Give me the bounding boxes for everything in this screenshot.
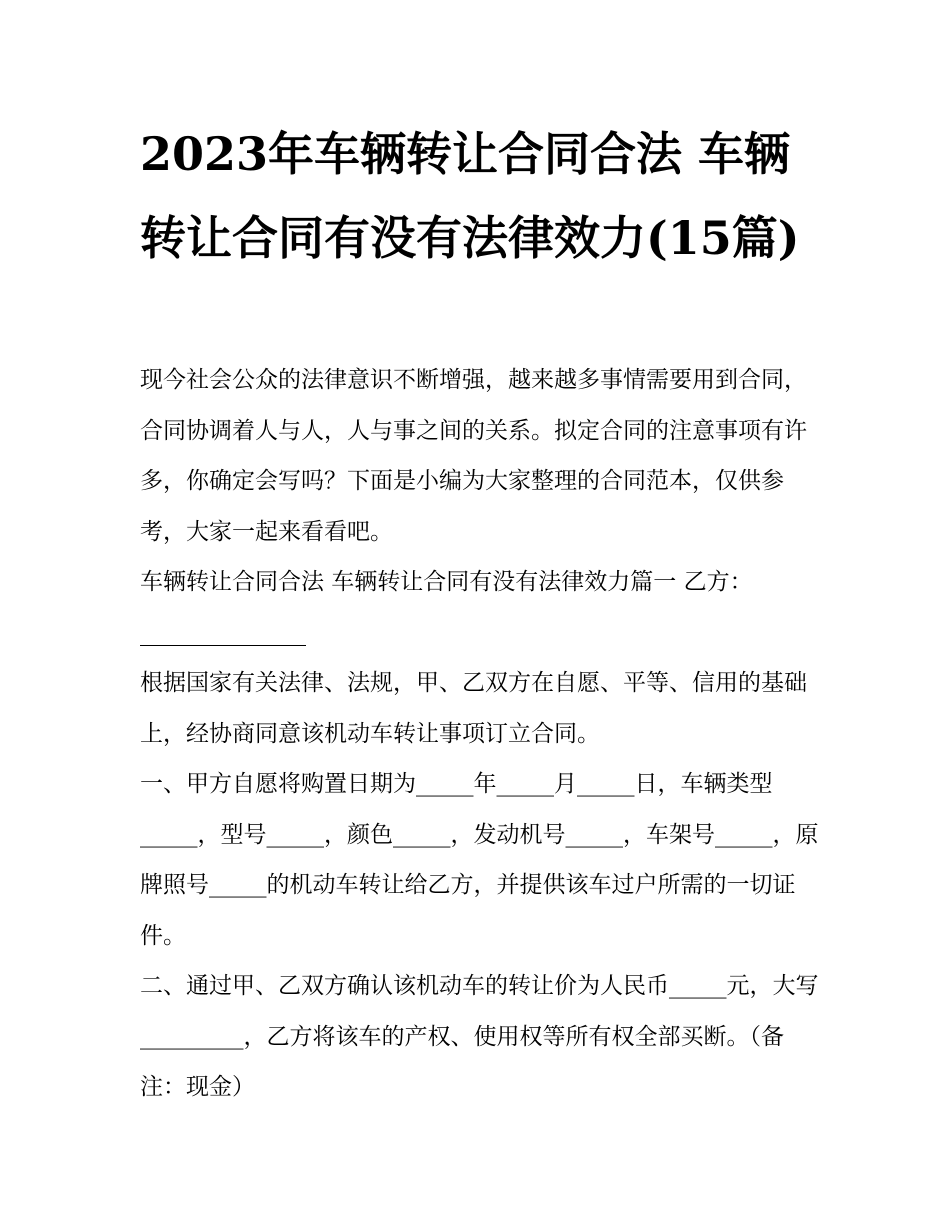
- intro-paragraph: 现今社会公众的法律意识不断增强，越来越多事情需要用到合同，合同协调着人与人，人与事之间的关系。拟定合同的注意事项有许多，你确定会写吗？下面是小编为大家整理的合同范本，仅供参考，大家一起来看看吧。: [140, 367, 807, 545]
- party-b-blank-line: [140, 608, 306, 659]
- clause-two-paragraph: 二、通过甲、乙双方确认该机动车的转让价为人民币_____元，大写_________，乙方将该车的产权、使用权等所有权全部买断。（备注：现金）: [140, 973, 819, 1100]
- agreement-basis-paragraph: 根据国家有关法律、法规，甲、乙双方在自愿、平等、信用的基础上，经协商同意该机动车转让事项订立合同。: [140, 670, 807, 747]
- document-body: [140, 355, 820, 1113]
- section-heading-paragraph: 车辆转让合同合法 车辆转让合同有没有法律效力篇一 乙方：: [140, 569, 753, 595]
- clause-one-paragraph: 一、甲方自愿将购置日期为_____年_____月_____日，车辆类型_____，型号_____，颜色_____，发动机号_____，车架号_____，原牌照号_____的机动车转让给乙方，并提供该车过户所需的一切证件。: [140, 771, 819, 949]
- document-title: 2023年车辆转让合同合法 车辆转让合同有没有法律效力(15篇): [140, 127, 800, 265]
